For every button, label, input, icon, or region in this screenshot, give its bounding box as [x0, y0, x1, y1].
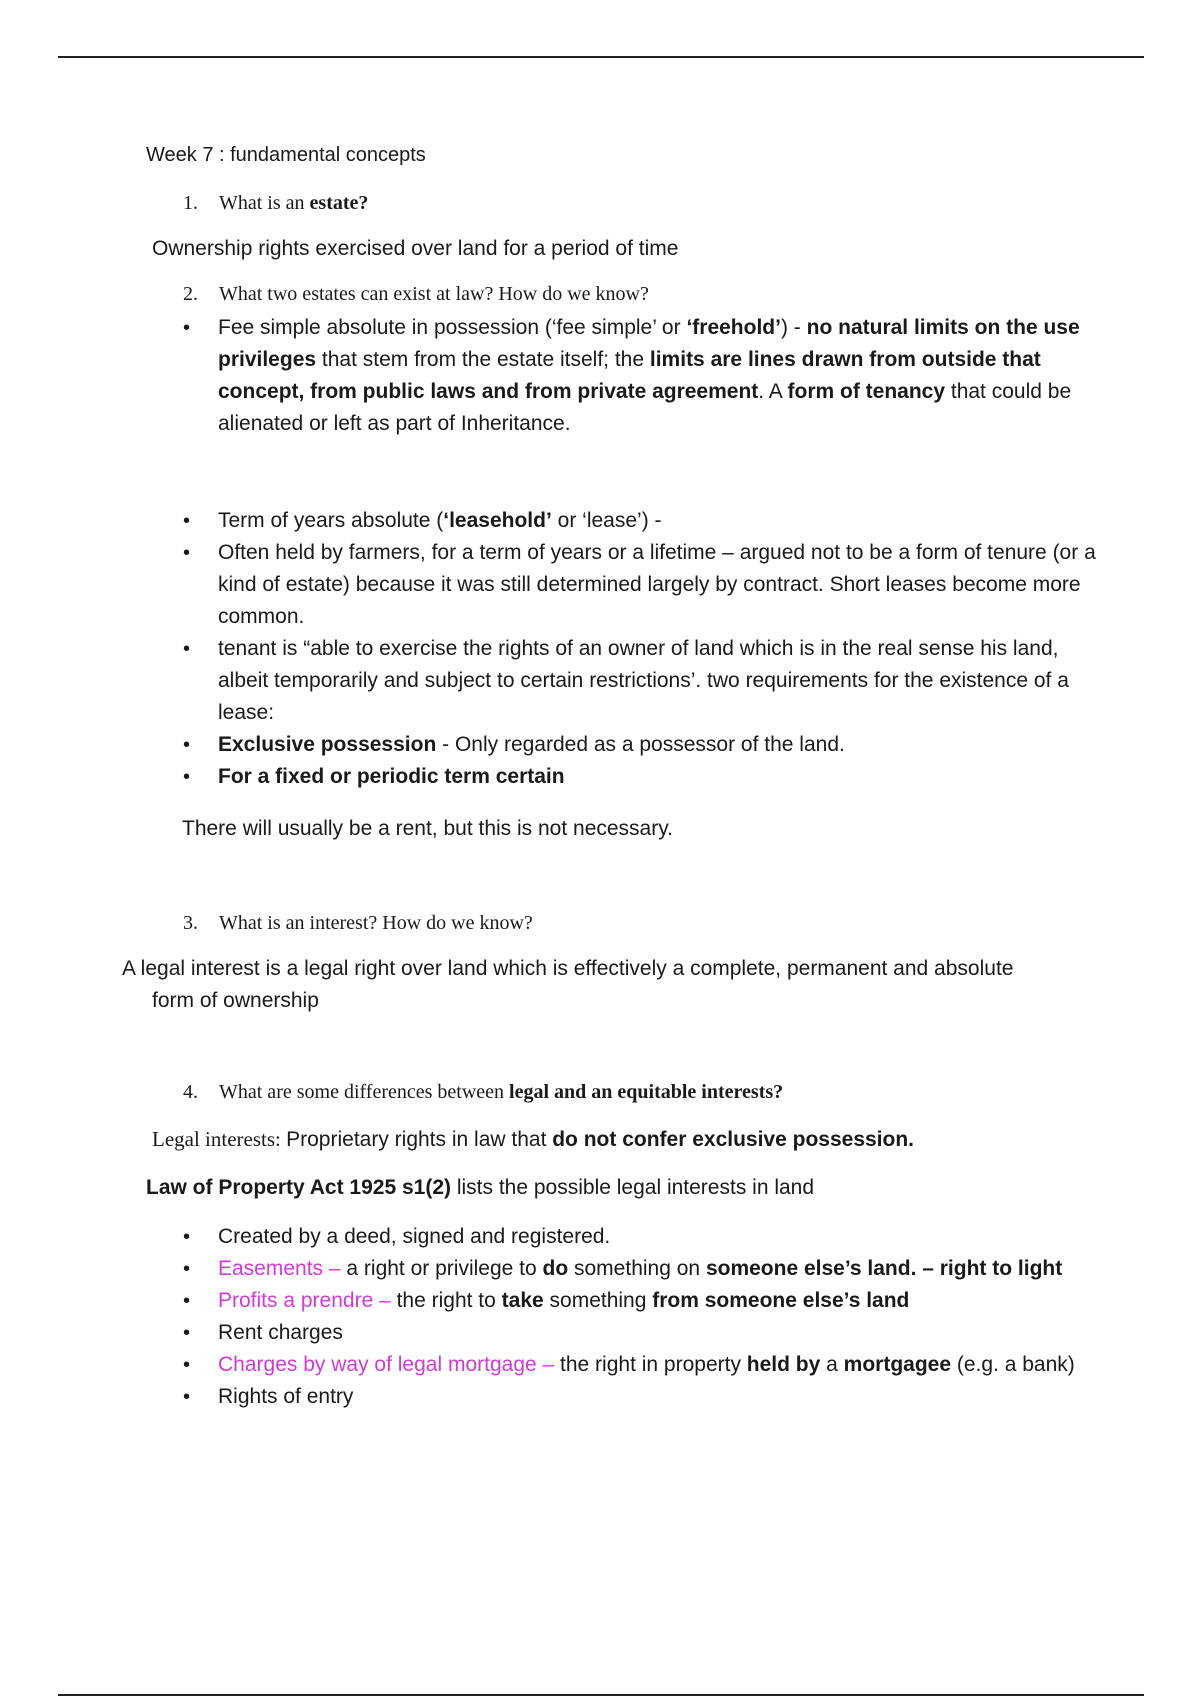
answer-4: Legal interests: Proprietary rights in law that do not confer exclusive possession. [152, 1127, 915, 1151]
page-title: Week 7 : fundamental concepts [146, 144, 426, 166]
list-item-tenant: • tenant is “able to exercise the rights of an owner of land which is in the real sense his land, albeit temporarily and subject to certain restrictions’. two requirements for the existence of a lease: [183, 633, 1103, 729]
list-item-easements: • Easements – a right or privilege to do something on someone else’s land. – right to light [183, 1253, 1113, 1285]
list-item-rights-of-entry: • Rights of entry [183, 1381, 1113, 1413]
list-item-rent-charges: • Rent charges [183, 1317, 1113, 1349]
rent-note: There will usually be a rent, but this is not necessary. [182, 817, 674, 840]
question-number: 4. [183, 1081, 198, 1103]
list-item-mortgage: • Charges by way of legal mortgage – the right in property held by a mortgagee (e.g. a bank) [183, 1349, 1113, 1381]
question-number: 2. [183, 283, 198, 305]
question-1: 1. What is an estate? [183, 192, 369, 214]
list-item-exclusive-possession: • Exclusive possession - Only regarded as a possessor of the land. [183, 729, 1103, 761]
answer-1: Ownership rights exercised over land for a period of time [152, 237, 679, 260]
legal-interests-list [183, 1221, 1113, 1413]
list-item-profits: • Profits a prendre – the right to take something from someone else’s land [183, 1285, 1113, 1317]
answer-3: A legal interest is a legal right over land which is effectively a complete, permanent and absolute form of ownership [122, 957, 1014, 1012]
list-item-fee-simple: • Fee simple absolute in possession (‘fee simple’ or ‘freehold’) - no natural limits on the use privileges that stem from the estate itself; the limits are lines drawn from outside that concept, from public laws and from private agreement. A form of tenancy that could be alienated or left as part of Inheritance. [183, 312, 1103, 440]
question-4: 4. What are some differences between legal and an equitable interests? [183, 1081, 784, 1103]
leasehold-list [183, 505, 1103, 793]
header-rule [58, 56, 1144, 58]
list-item-term-of-years: • Term of years absolute (‘leasehold’ or ‘lease’) - [183, 505, 1103, 537]
lpa-reference: Law of Property Act 1925 s1(2) lists the possible legal interests in land [146, 1176, 815, 1199]
list-item-farmers: • Often held by farmers, for a term of years or a lifetime – argued not to be a form of tenure (or a kind of estate) because it was still determined largely by contract. Short leases become more common. [183, 537, 1103, 633]
question-number: 1. [183, 192, 198, 214]
freehold-list [183, 312, 1103, 440]
footer-rule [58, 1694, 1144, 1696]
question-3: 3. What is an interest? How do we know? [183, 912, 533, 934]
question-number: 3. [183, 912, 198, 934]
question-2: 2. What two estates can exist at law? How do we know? [183, 283, 649, 305]
list-item-fixed-term: • For a fixed or periodic term certain [183, 761, 1103, 793]
list-item-deed: • Created by a deed, signed and registered. [183, 1221, 1113, 1253]
